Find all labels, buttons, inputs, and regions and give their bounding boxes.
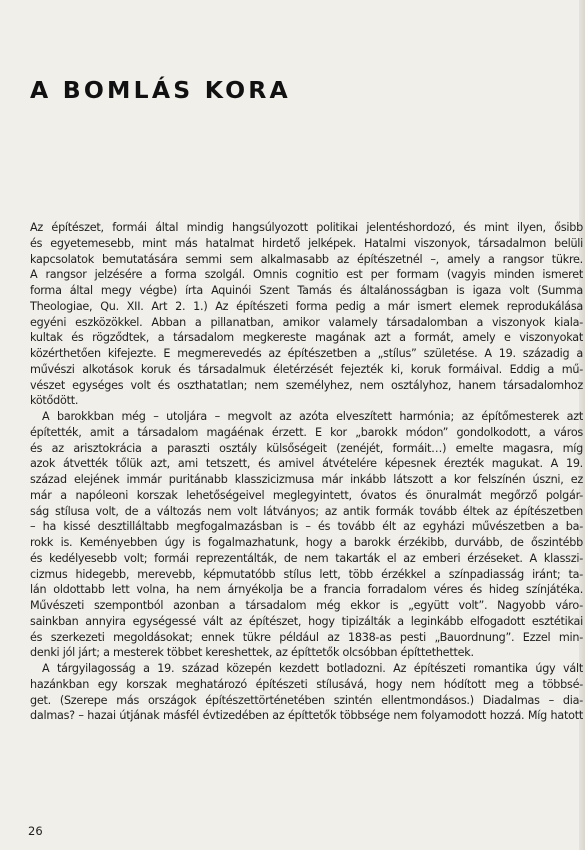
text-line: vészet egységes volt és oszthatatlan; nem személyhez, nem osztályhoz, hanem társadalomhoz — [30, 378, 583, 392]
text-line: Művészeti szempontból azonban a társadalom még ekkor is „együtt volt”. Nagyobb váro- — [30, 599, 583, 612]
paragraph — [30, 661, 583, 724]
body-text — [30, 220, 583, 724]
text-line: sainkban annyira egységessé vált az építészet, hogy tipizálták a leginkább elfogadott esztétikai — [30, 614, 583, 628]
text-line: get. (Szerepe más országok építészettörténetében szintén ellentmondásos.) Diadalmas – dia- — [30, 693, 583, 707]
text-line: Az építészet, formái által mindig hangsúlyozott politikai jelentéshordozó, és mint ilyen, ősibb — [30, 221, 583, 234]
text-line: – ha kissé desztilláltabb megfogalmazásban is – és tovább élt az egyházi művészetben a ba- — [30, 520, 583, 534]
text-line: rokk is. Keményebben úgy is fogalmazhatunk, hogy a barokk érzékibb, durvább, de őszintébb — [30, 536, 583, 549]
text-line: dalmas? – hazai útjának másfél évtizedében az építtetők többsége nem folyamodott hozzá. Míg hatott — [30, 709, 583, 723]
text-line: és az arisztokrácia a paraszti osztály külsőségeit (zenéjét, formáit…) emelte magasra, míg — [30, 441, 583, 455]
text-line: már a napóleoni korszak lehetőségeivel meglegyintett, óvatos és önuralmát megőrző polgár- — [30, 488, 583, 502]
text-line: kapcsolatok bemutatására semmi sem alkalmasabb az építészetnél –, amely a rangsor tükre. — [30, 252, 583, 266]
text-line: egyéni eszközökkel. Abban a pillanatban, amikor valamely társadalomban a viszonyok kiala- — [30, 315, 583, 329]
text-line: kultak és rögződtek, a társadalom megkereste magának azt a formát, amely e viszonyokat — [30, 331, 583, 345]
text-line: azok átvették tőlük azt, ami tetszett, és amivel átvételére képesnek érezték magukat. A 19. — [30, 457, 583, 471]
text-line: és kedélyesebb volt; formái reprezentálták, de nem takarták el az emberi érzéseket. A klasszi- — [30, 551, 583, 565]
text-line: ság stílusa volt, de a változás nem volt látványos; az antik formák tovább éltek az építészetben — [30, 504, 583, 518]
text-line: denki jól járt; a mesterek többet kereshettek, az építtetők olcsóbban építtethettek. — [30, 646, 474, 660]
text-line: cizmus hidegebb, merevebb, képmutatóbb stílus lett, több érzékkel a színpadiasság iránt; ta- — [30, 567, 583, 581]
text-line: A rangsor jelzésére a forma szolgál. Omnis cognitio est per formam (vagyis minden ismeret — [30, 268, 583, 282]
page-number: 26 — [28, 824, 43, 838]
chapter-title: A BOMLÁS KORA — [30, 76, 291, 104]
text-line: közérthetően kifejezte. E megmerevedés az építészetben a „stílus” születése. A 19. századig a — [30, 347, 583, 360]
text-line: építették, amit a társadalom magáénak érzett. E kor „barokk módon” gondolkodott, a város — [30, 425, 583, 439]
text-line: A tárgyilagosság a 19. század közepén kezdett botladozni. Az építészeti romantika úgy vált — [42, 662, 583, 675]
text-line: A barokkban még – utoljára – megvolt az azóta elveszített harmónia; az építőmesterek azt — [42, 410, 583, 423]
text-line: hazánkban egy korszak meghatározó építészeti stílusává, hogy nem hódított meg a többsé- — [30, 677, 583, 691]
text-line: lán oldottabb lett volna, ha nem árnyékolja be a francia forradalom véres és hideg színjátéka. — [30, 583, 583, 597]
text-line: és egyetemesebb, mint más hatalmat hirdető jelképek. Hatalmi viszonyok, társadalmon belüli — [30, 236, 583, 250]
paragraph — [30, 409, 583, 661]
text-line: és szerkezeti megoldásokat; ennek tükre például az 1838-as pesti „Bauordnung”. Ezzel min- — [30, 630, 583, 644]
text-line: forma által megy végbe) írta Aquinói Szent Tamás és általánosságban is igaza volt (Summa — [30, 284, 583, 297]
text-line: kötődött. — [30, 394, 79, 408]
text-line: művészi alkotások koruk és társadalmuk életérzését fejezték ki, koruk formáival. Eddig a mű- — [30, 362, 583, 376]
text-line: Theologiae, Qu. XII. Art 2. 1.) Az építészeti forma pedig a már ismert elemek reprodukálása — [30, 299, 583, 313]
text-line: század elejének immár puritánabb klasszicizmusa már inkább látszott a kor felszínén úszni, ez — [30, 473, 583, 486]
paragraph — [30, 220, 583, 409]
